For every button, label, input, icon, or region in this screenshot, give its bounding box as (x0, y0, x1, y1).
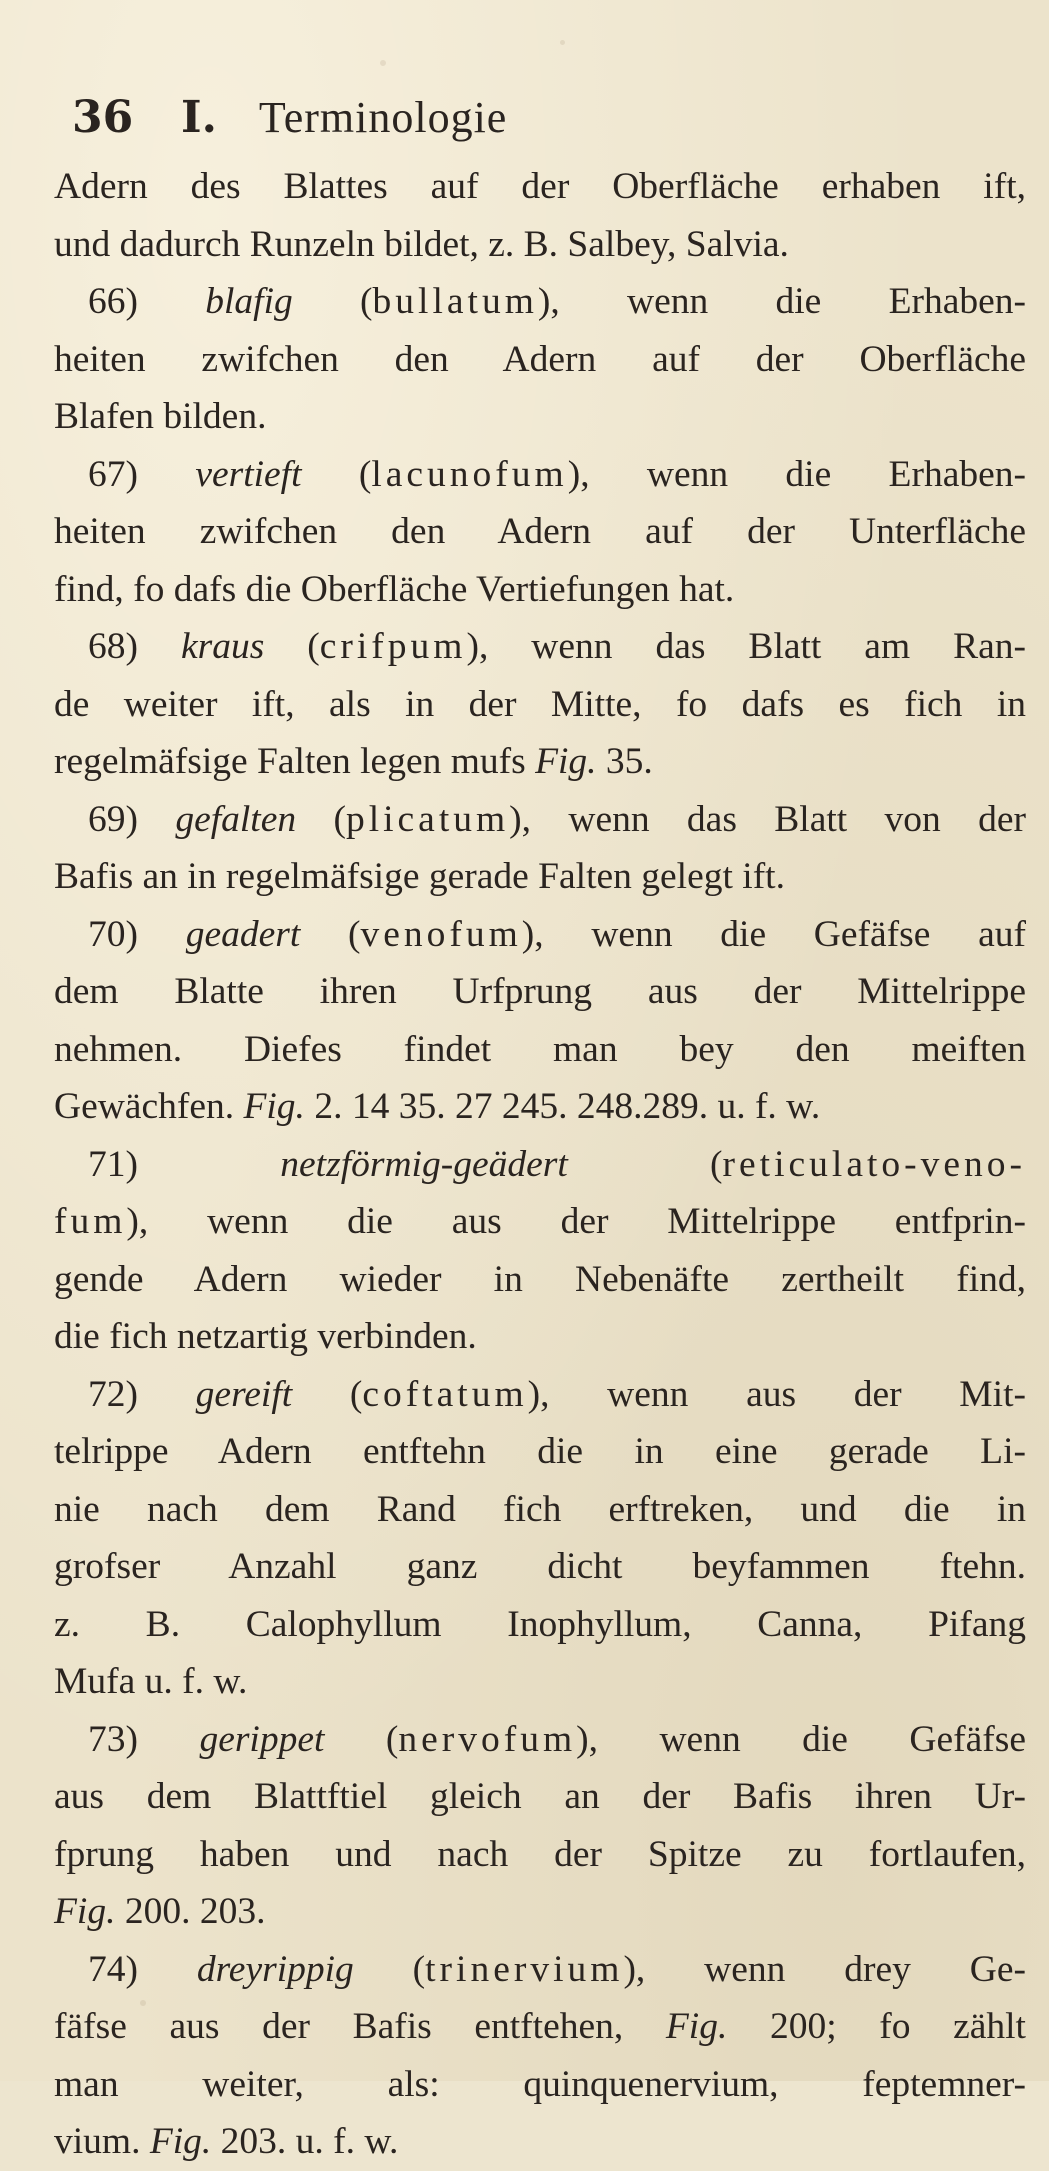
text-segment: 67) (88, 453, 196, 495)
text-segment: ), wenn die aus der Mittelrippe entfprin- (126, 1201, 1026, 1242)
text-line (54, 1998, 1026, 2056)
text-segment: Gewächfen. (54, 1086, 244, 1127)
latin-term: bullatum (372, 281, 538, 322)
text-segment: Bafis an in regelmäfsige gerade Falten gelegt ift. (54, 856, 785, 897)
italic-term: Fig. (243, 1086, 305, 1127)
text-line (54, 963, 1026, 1021)
text-line (54, 1078, 1026, 1136)
text-segment: ), wenn die Erhaben- (567, 453, 1026, 495)
text-line (54, 1423, 1026, 1481)
italic-term: gerippet (199, 1718, 325, 1760)
text-segment: 73) (88, 1718, 200, 1760)
chapter-title: Terminologie (258, 93, 508, 142)
text-line (54, 561, 1026, 619)
text-segment: Adern des Blattes auf der Oberfläche erhaben ift, (54, 166, 1026, 207)
text-line (54, 1826, 1026, 1884)
text-line (54, 158, 1026, 216)
text-segment: ( (353, 1948, 426, 1990)
text-line (54, 1021, 1026, 1079)
text-line (54, 2113, 1026, 2171)
text-segment: ( (324, 1718, 399, 1760)
text-line (54, 331, 1026, 389)
italic-term: Fig. (54, 1891, 116, 1932)
text-line (54, 1768, 1026, 1826)
text-segment: ), wenn die Gefäfse auf (521, 913, 1026, 955)
text-segment: find, fo dafs die Oberfläche Vertiefungen hat. (54, 568, 735, 610)
text-line (54, 1136, 1026, 1194)
latin-term: reticulato-veno- (722, 1143, 1026, 1185)
text-segment: ( (292, 281, 373, 322)
text-segment: 200. 203. (115, 1891, 266, 1932)
text-segment: gende Adern wieder in Nebenäfte zertheilt find, (54, 1258, 1026, 1300)
text-segment: und dadurch Runzeln bildet, z. B. Salbey, Salvia. (54, 223, 789, 265)
text-segment: heiten zwifchen den Adern auf der Unterfläche (54, 511, 1026, 552)
text-segment: ), wenn das Blatt von der (509, 798, 1026, 840)
text-line (54, 1481, 1026, 1539)
text-segment: 203. u. f. w. (211, 2121, 399, 2162)
text-segment: nehmen. Diefes findet man bey den meiften (54, 1028, 1026, 1070)
text-line (54, 1308, 1026, 1366)
text-segment: fäfse aus der Bafis entftehen, (54, 2006, 666, 2047)
running-header (72, 88, 972, 148)
text-segment: heiten zwifchen den Adern auf der Oberfläche (54, 338, 1026, 380)
text-segment: dem Blatte ihren Urfprung aus der Mittelrippe (54, 971, 1026, 1012)
text-segment: regelmäfsige Falten legen mufs (54, 741, 536, 782)
text-segment: Mufa u. f. w. (54, 1661, 248, 1702)
latin-term: fum (54, 1201, 127, 1242)
text-segment: 74) (88, 1948, 197, 1990)
text-segment: 66) (88, 281, 206, 322)
text-segment: fprung haben und nach der Spitze zu fortlaufen, (54, 1833, 1026, 1875)
italic-term: netzförmig-geädert (280, 1143, 568, 1185)
text-segment: ), wenn drey Ge- (623, 1948, 1026, 1990)
text-segment: 200; fo zählt (727, 2006, 1026, 2047)
text-segment: z. B. Calophyllum Inophyllum, Canna, Pifang (54, 1603, 1026, 1645)
text-segment: aus dem Blattftiel gleich an der Bafis ihren Ur- (54, 1776, 1026, 1817)
text-segment: ( (300, 913, 361, 955)
latin-term: trinervium (425, 1948, 624, 1990)
text-line (54, 388, 1026, 446)
paper-speck (560, 40, 565, 45)
text-segment: Blafen bilden. (54, 396, 267, 437)
latin-term: venofum (360, 913, 522, 955)
text-segment: ), wenn das Blatt am Ran- (466, 626, 1026, 667)
text-segment: nie nach dem Rand fich erftreken, und die in (54, 1488, 1026, 1530)
text-segment: grofser Anzahl ganz dicht beyfammen ftehn. (54, 1546, 1026, 1587)
text-segment: de weiter ift, als in der Mitte, fo dafs es fich in (54, 683, 1026, 725)
text-line (54, 1711, 1026, 1769)
text-segment: 35. (596, 741, 653, 782)
text-line (54, 503, 1026, 561)
text-line (54, 906, 1026, 964)
latin-term: lacunofum (371, 453, 568, 495)
text-segment: ( (567, 1143, 723, 1185)
text-line (54, 216, 1026, 274)
text-segment: ( (264, 626, 320, 667)
text-segment: telrippe Adern entftehn die in eine gerade Li- (54, 1431, 1026, 1472)
text-line (54, 733, 1026, 791)
text-line (54, 1251, 1026, 1309)
text-line (54, 2056, 1026, 2114)
text-segment: vium. (54, 2121, 150, 2162)
latin-term: plicatum (345, 798, 510, 840)
italic-term: gereift (195, 1373, 293, 1415)
latin-term: crifpum (319, 626, 467, 667)
text-segment: 69) (88, 798, 176, 840)
text-segment: 72) (88, 1373, 196, 1415)
italic-term: blafig (205, 281, 293, 322)
text-line (54, 1193, 1026, 1251)
text-segment: ( (296, 798, 346, 840)
text-segment: man weiter, als: quinquenervium, feptemner- (54, 2063, 1026, 2105)
text-segment: 71) (88, 1143, 281, 1185)
body-text (54, 158, 1026, 2171)
text-line (54, 791, 1026, 849)
text-line (54, 848, 1026, 906)
text-line (54, 1653, 1026, 1711)
italic-term: Fig. (149, 2121, 212, 2162)
text-segment: ( (292, 1373, 363, 1415)
page-number: 36 (72, 92, 134, 143)
text-line (54, 1596, 1026, 1654)
italic-term: Fig. (535, 741, 597, 782)
text-segment: 2. 14 35. 27 245. 248.289. u. f. w. (304, 1086, 821, 1127)
text-line (54, 446, 1026, 504)
text-segment: die fich netzartig verbinden. (54, 1316, 477, 1357)
italic-term: kraus (180, 626, 265, 667)
italic-term: vertieft (195, 453, 302, 495)
italic-term: Fig. (665, 2006, 728, 2047)
text-segment: ), wenn die Erhaben- (537, 281, 1026, 322)
latin-term: nervofum (398, 1718, 577, 1760)
paper-speck (380, 60, 386, 66)
text-line (54, 1883, 1026, 1941)
text-line (54, 1538, 1026, 1596)
text-line (54, 273, 1026, 331)
italic-term: dreyrippig (196, 1948, 354, 1990)
italic-term: geadert (185, 913, 301, 955)
text-line (54, 1366, 1026, 1424)
text-segment: 70) (88, 913, 186, 955)
text-segment: ( (301, 453, 372, 495)
italic-term: gefalten (175, 798, 297, 840)
text-segment: 68) (88, 626, 181, 667)
text-line (54, 676, 1026, 734)
text-segment: ), wenn aus der Mit- (527, 1373, 1026, 1415)
text-line (54, 1941, 1026, 1999)
text-segment: ), wenn die Gefäfse (576, 1718, 1026, 1760)
latin-term: coftatum (362, 1373, 528, 1415)
part-number: I. (181, 92, 217, 143)
text-line (54, 618, 1026, 676)
